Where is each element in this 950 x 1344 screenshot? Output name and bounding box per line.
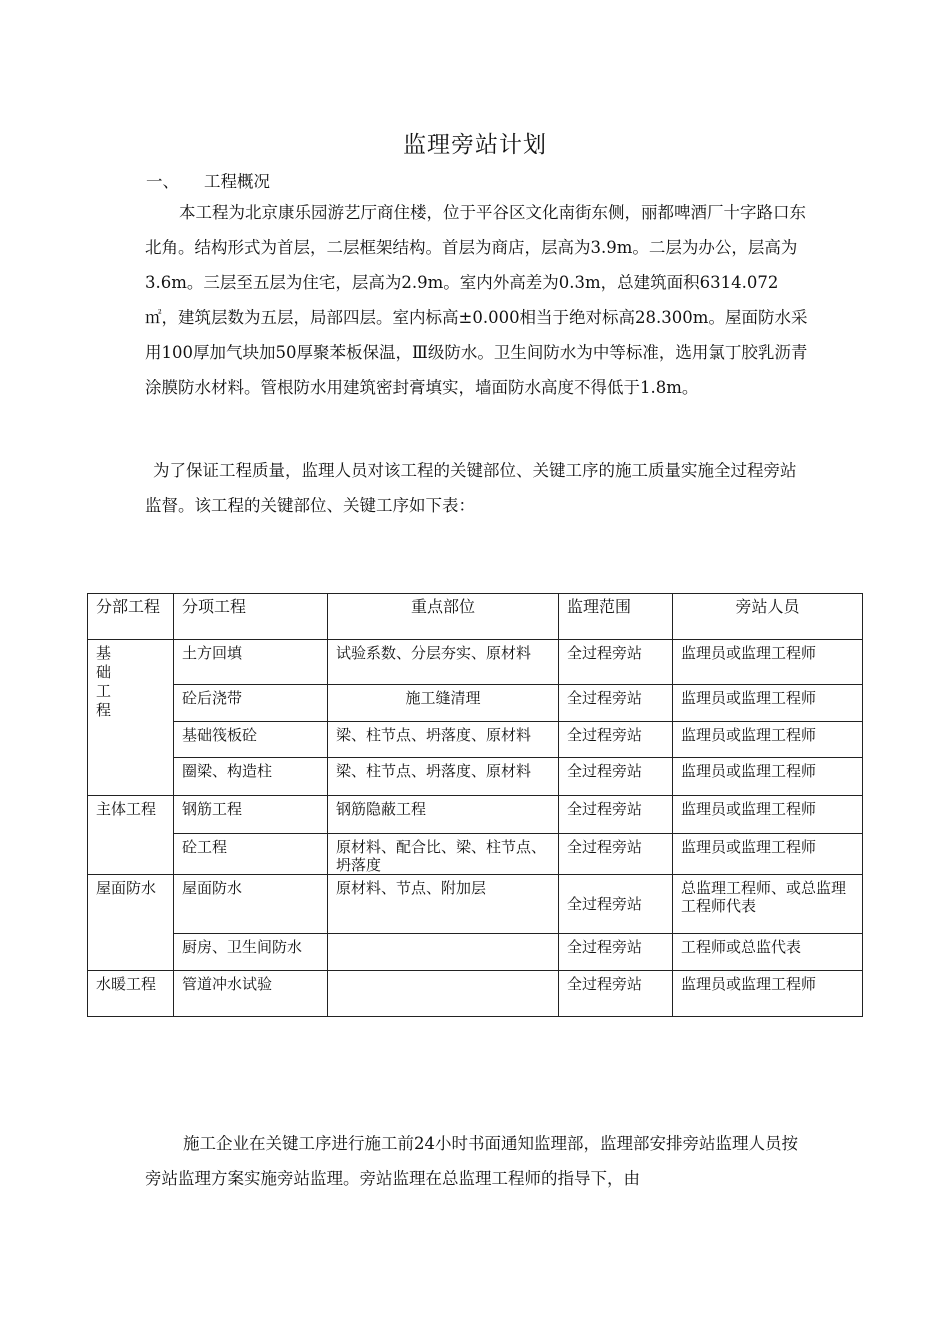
scope-cell: 全过程旁站 xyxy=(559,758,673,796)
item-cell: 厨房、卫生间防水 xyxy=(174,934,328,971)
header-division: 分部工程 xyxy=(88,594,174,640)
key-cell: 梁、柱节点、坍落度、原材料 xyxy=(328,758,559,796)
key-cell: 原材料、节点、附加层 xyxy=(328,875,559,934)
table-row xyxy=(88,640,863,685)
item-cell: 屋面防水 xyxy=(174,875,328,934)
division-cell xyxy=(88,640,174,796)
key-cell: 试验系数、分层夯实、原材料 xyxy=(328,640,559,685)
division-char: 基 xyxy=(96,644,112,662)
division-char: 础 xyxy=(96,663,112,681)
table-row xyxy=(88,796,863,834)
staff-cell: 监理员或监理工程师 xyxy=(673,758,863,796)
item-cell: 基础筏板砼 xyxy=(174,722,328,758)
closing-paragraph: 施工企业在关键工序进行施工前24小时书面通知监理部，监理部安排旁站监理人员按旁站监理方案实施旁站监理。旁站监理在总监理工程师的指导下，由 xyxy=(145,1134,798,1188)
header-key-part: 重点部位 xyxy=(328,594,559,640)
staff-cell: 监理员或监理工程师 xyxy=(673,640,863,685)
section-title: 工程概况 xyxy=(204,172,270,191)
key-cell: 原材料、配合比、梁、柱节点、坍落度 xyxy=(328,834,559,875)
division-cell: 主体工程 xyxy=(88,796,174,875)
item-cell: 圈梁、构造柱 xyxy=(174,758,328,796)
item-cell: 土方回填 xyxy=(174,640,328,685)
header-staff: 旁站人员 xyxy=(673,594,863,640)
key-operations-table xyxy=(87,593,863,1017)
scope-cell: 全过程旁站 xyxy=(559,934,673,971)
staff-cell: 监理员或监理工程师 xyxy=(673,722,863,758)
table-row xyxy=(88,875,863,934)
staff-cell: 监理员或监理工程师 xyxy=(673,834,863,875)
table-row xyxy=(88,934,863,971)
scope-cell: 全过程旁站 xyxy=(559,722,673,758)
page-title: 监理旁站计划 xyxy=(403,132,547,158)
staff-cell: 监理员或监理工程师 xyxy=(673,796,863,834)
table-row xyxy=(88,758,863,796)
table-header-row xyxy=(88,594,863,640)
intro-paragraph: 为了保证工程质量，监理人员对该工程的关键部位、关键工序的施工质量实施全过程旁站监督。该工程的关键部位、关键工序如下表： xyxy=(145,461,797,515)
scope-cell: 全过程旁站 xyxy=(559,685,673,722)
header-item: 分项工程 xyxy=(174,594,328,640)
item-cell: 钢筋工程 xyxy=(174,796,328,834)
table-row xyxy=(88,834,863,875)
key-cell xyxy=(328,934,559,971)
division-cell: 水暖工程 xyxy=(88,971,174,1017)
item-cell: 砼工程 xyxy=(174,834,328,875)
table-row xyxy=(88,685,863,722)
division-cell: 屋面防水 xyxy=(88,875,174,971)
staff-cell: 监理员或监理工程师 xyxy=(673,971,863,1017)
table-row xyxy=(88,971,863,1017)
scope-cell: 全过程旁站 xyxy=(559,640,673,685)
staff-cell: 总监理工程师、或总监理工程师代表 xyxy=(673,875,863,934)
item-cell: 砼后浇带 xyxy=(174,685,328,722)
key-cell: 钢筋隐蔽工程 xyxy=(328,796,559,834)
header-scope: 监理范围 xyxy=(559,594,673,640)
division-char: 程 xyxy=(96,701,112,719)
key-cell xyxy=(328,971,559,1017)
scope-cell: 全过程旁站 xyxy=(559,796,673,834)
section-number: 一、 xyxy=(146,172,179,191)
division-char: 工 xyxy=(96,682,112,700)
scope-cell: 全过程旁站 xyxy=(559,971,673,1017)
staff-cell: 监理员或监理工程师 xyxy=(673,685,863,722)
item-cell: 管道冲水试验 xyxy=(174,971,328,1017)
overview-paragraph: 本工程为北京康乐园游艺厅商住楼，位于平谷区文化南街东侧，丽都啤酒厂十字路口东北角。结构形式为首层，二层框架结构。首层为商店，层高为3.9m。二层为办公，层高为3.6m。三层至五层为住宅，层高为2.9m。室内外高差为0.3m，总建筑面积6314.072㎡，建筑层数为五层，局部四层。室内标高±0.000相当于绝对标高28.300m。屋面防水采用100厚加气块加50厚聚苯板保温，Ⅲ级防水。卫生间防水为中等标准，选用氯丁胶乳沥青涂膜防水材料。管根防水用建筑密封膏填实，墙面防水高度不得低于1.8m。 xyxy=(145,203,808,397)
scope-cell: 全过程旁站 xyxy=(559,875,673,934)
section-heading xyxy=(146,168,270,192)
table-row xyxy=(88,722,863,758)
staff-cell: 工程师或总监代表 xyxy=(673,934,863,971)
key-cell: 施工缝清理 xyxy=(328,685,559,722)
scope-cell: 全过程旁站 xyxy=(559,834,673,875)
key-cell: 梁、柱节点、坍落度、原材料 xyxy=(328,722,559,758)
